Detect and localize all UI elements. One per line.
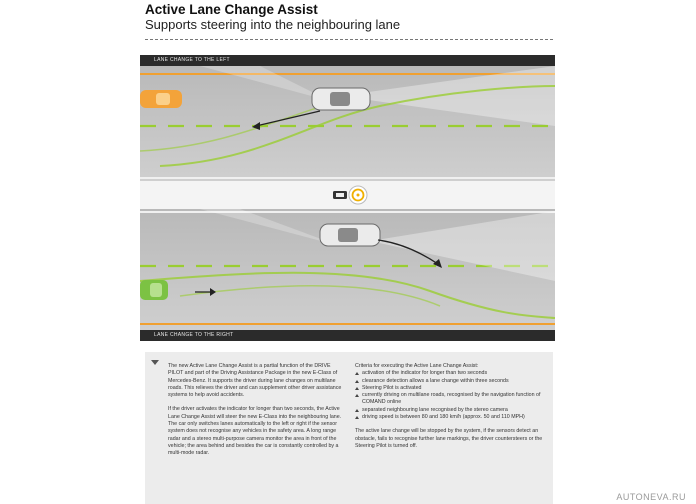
criteria-item: currently driving on multilane roads, recognised by the navigation function of COMAND online (355, 392, 545, 407)
criteria-item: clearance detection allows a lane change within three seconds (355, 378, 545, 385)
stopwatch-icon (333, 191, 347, 199)
band-lane-change-right: LANE CHANGE TO THE RIGHT (140, 330, 555, 341)
triangle-marker-icon (151, 360, 159, 365)
orange-car (140, 90, 182, 108)
ego-car-bottom (320, 224, 380, 246)
ego-car-top (312, 88, 370, 110)
steering-wheel-icon (349, 186, 367, 204)
watermark: AUTONEVA.RU (616, 492, 686, 502)
description-left-column (168, 363, 343, 465)
criteria-item: Steering Pilot is activated (355, 385, 545, 392)
median-strip (140, 181, 555, 209)
page-subtitle: Supports steering into the neighbouring lane (145, 17, 401, 32)
intro-paragraph: The new Active Lane Change Assist is a partial function of the DRIVE PILOT and part of the Driving Assistance Package in the new E-Class of Mercedes-Benz. It supports the driver during lane changes on multilane roads. This relieves the driver and can supplement other driver assistance systems to help avoid accidents. (168, 363, 342, 399)
lane-change-illustration (140, 66, 555, 330)
indicator-paragraph: If the driver activates the indicator for longer than two seconds, the Active Lane Change Assist will steer the new E-Class into the neighbouring lane. The car only switches lanes automatically to the left or right if the sensor system does not recognise any vehicles in the safety area. A long range radar and a stereo multi-purpose camera monitor the area in front of the vehicle; the area behind and besides the car is constantly controlled by a multi-mode radar. (168, 406, 342, 457)
band-lane-change-left: LANE CHANGE TO THE LEFT (140, 55, 555, 66)
criteria-item: driving speed is between 80 and 180 km/h (approx. 50 and 110 MPH) (355, 414, 545, 421)
header-divider (145, 39, 553, 40)
criteria-item: activation of the indicator for longer than two seconds (355, 370, 545, 377)
description-right-column (355, 363, 545, 457)
page-title: Active Lane Change Assist (145, 2, 318, 17)
green-car (140, 280, 168, 300)
criteria-list (355, 370, 545, 421)
criteria-item: separated neighbouring lane recognised by the stereo camera (355, 407, 545, 414)
stop-conditions-paragraph: The active lane change will be stopped by the system, if the sensors detect an obstacle, fails to recognise further lane markings, the driver countersteers or the Steering Pilot is turned off. (355, 428, 543, 449)
criteria-heading: Criteria for executing the Active Lane Change Assist: (355, 363, 479, 369)
